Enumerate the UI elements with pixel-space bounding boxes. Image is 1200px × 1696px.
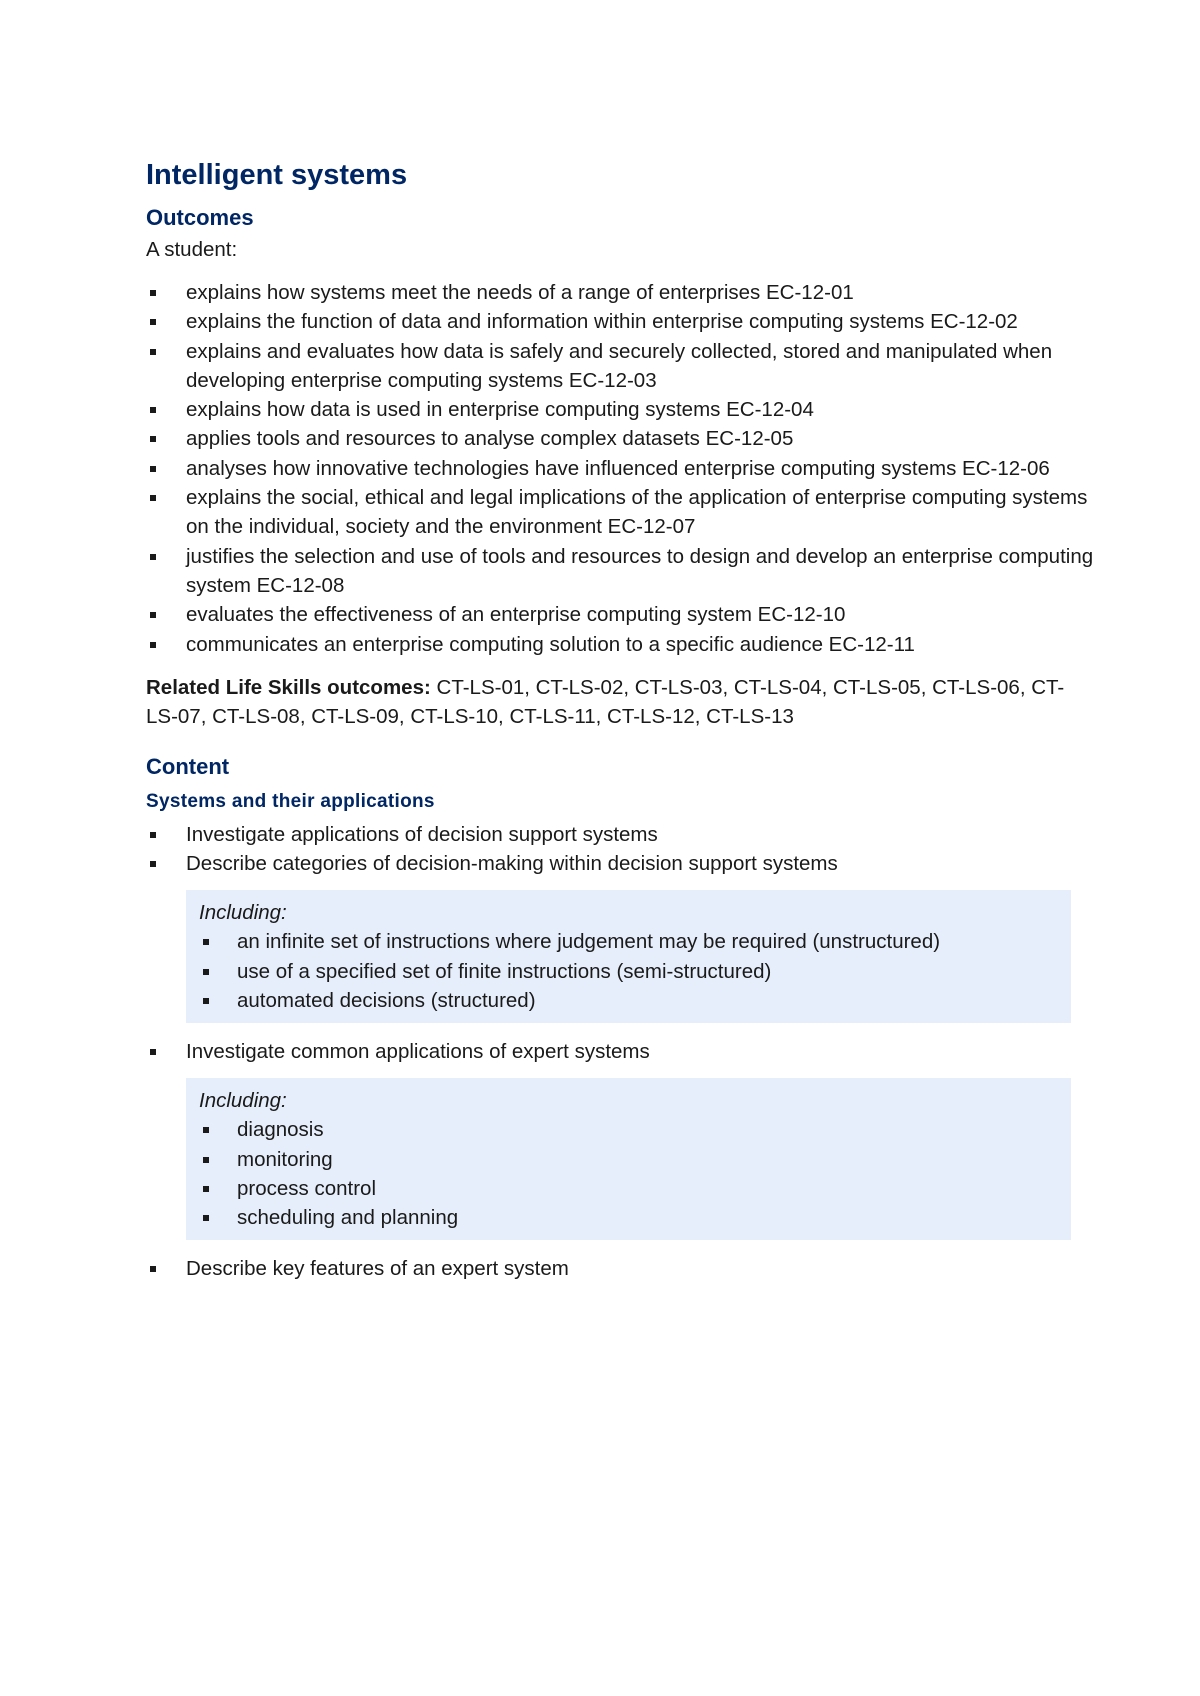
outcome-item: explains the social, ethical and legal implications of the application of enterprise computing systems on the individual, society and the environment EC-12-07: [146, 483, 1096, 542]
content-item: Investigate common applications of expert systems: [146, 1037, 1096, 1066]
content-item: Investigate applications of decision support systems: [146, 820, 1096, 849]
content-heading: Content: [146, 754, 230, 780]
content-item: Describe categories of decision-making within decision support systems: [146, 849, 1096, 878]
including-list: [199, 927, 1057, 1015]
including-item: automated decisions (structured): [199, 986, 1057, 1015]
outcome-item: communicates an enterprise computing solution to a specific audience EC-12-11: [146, 630, 1096, 659]
outcome-item: explains how data is used in enterprise computing systems EC-12-04: [146, 395, 1096, 424]
content-list: [146, 1037, 1096, 1066]
including-label: Including:: [199, 901, 287, 925]
outcome-item: analyses how innovative technologies have influenced enterprise computing systems EC-12-06: [146, 454, 1096, 483]
including-item: use of a specified set of finite instructions (semi-structured): [199, 957, 1057, 986]
including-item: diagnosis: [199, 1115, 1057, 1144]
outcomes-list: [146, 278, 1096, 659]
including-item: scheduling and planning: [199, 1203, 1057, 1232]
including-box: [186, 890, 1071, 1023]
related-life-skills-codes: CT-LS-01, CT-LS-02, CT-LS-03, CT-LS-04, CT-LS-05, CT-LS-06, CT-LS-07, CT-LS-08, CT-LS-09, CT-LS-10, CT-LS-11, CT-LS-12, CT-LS-13: [146, 675, 1065, 729]
including-list: [199, 1115, 1057, 1232]
outcomes-stem: A student:: [146, 238, 238, 261]
outcome-item: evaluates the effectiveness of an enterprise computing system EC-12-10: [146, 600, 1096, 629]
content-item: Describe key features of an expert system: [146, 1254, 1096, 1283]
outcome-item: explains how systems meet the needs of a range of enterprises EC-12-01: [146, 278, 1096, 307]
related-life-skills: [146, 673, 1096, 732]
content-list: [146, 820, 1096, 878]
outcome-item: applies tools and resources to analyse complex datasets EC-12-05: [146, 424, 1096, 453]
outcomes-heading: Outcomes: [146, 205, 254, 230]
related-life-skills-label: Related Life Skills outcomes:: [146, 675, 431, 699]
including-item: an infinite set of instructions where judgement may be required (unstructured): [199, 927, 1057, 956]
content-list: [146, 1254, 1096, 1283]
including-box: [186, 1078, 1071, 1240]
outcome-item: explains the function of data and information within enterprise computing systems EC-12-02: [146, 307, 1096, 336]
including-item: process control: [199, 1174, 1057, 1203]
page-title: Intelligent systems: [146, 159, 408, 191]
including-item: monitoring: [199, 1145, 1057, 1174]
outcome-item: justifies the selection and use of tools and resources to design and develop an enterprise computing system EC-12-08: [146, 542, 1096, 601]
document-page: [146, 155, 1096, 1283]
including-label: Including:: [199, 1089, 287, 1113]
content-subheading: Systems and their applications: [146, 791, 435, 813]
outcome-item: explains and evaluates how data is safely and securely collected, stored and manipulated when developing enterprise computing systems EC-12-03: [146, 337, 1096, 396]
